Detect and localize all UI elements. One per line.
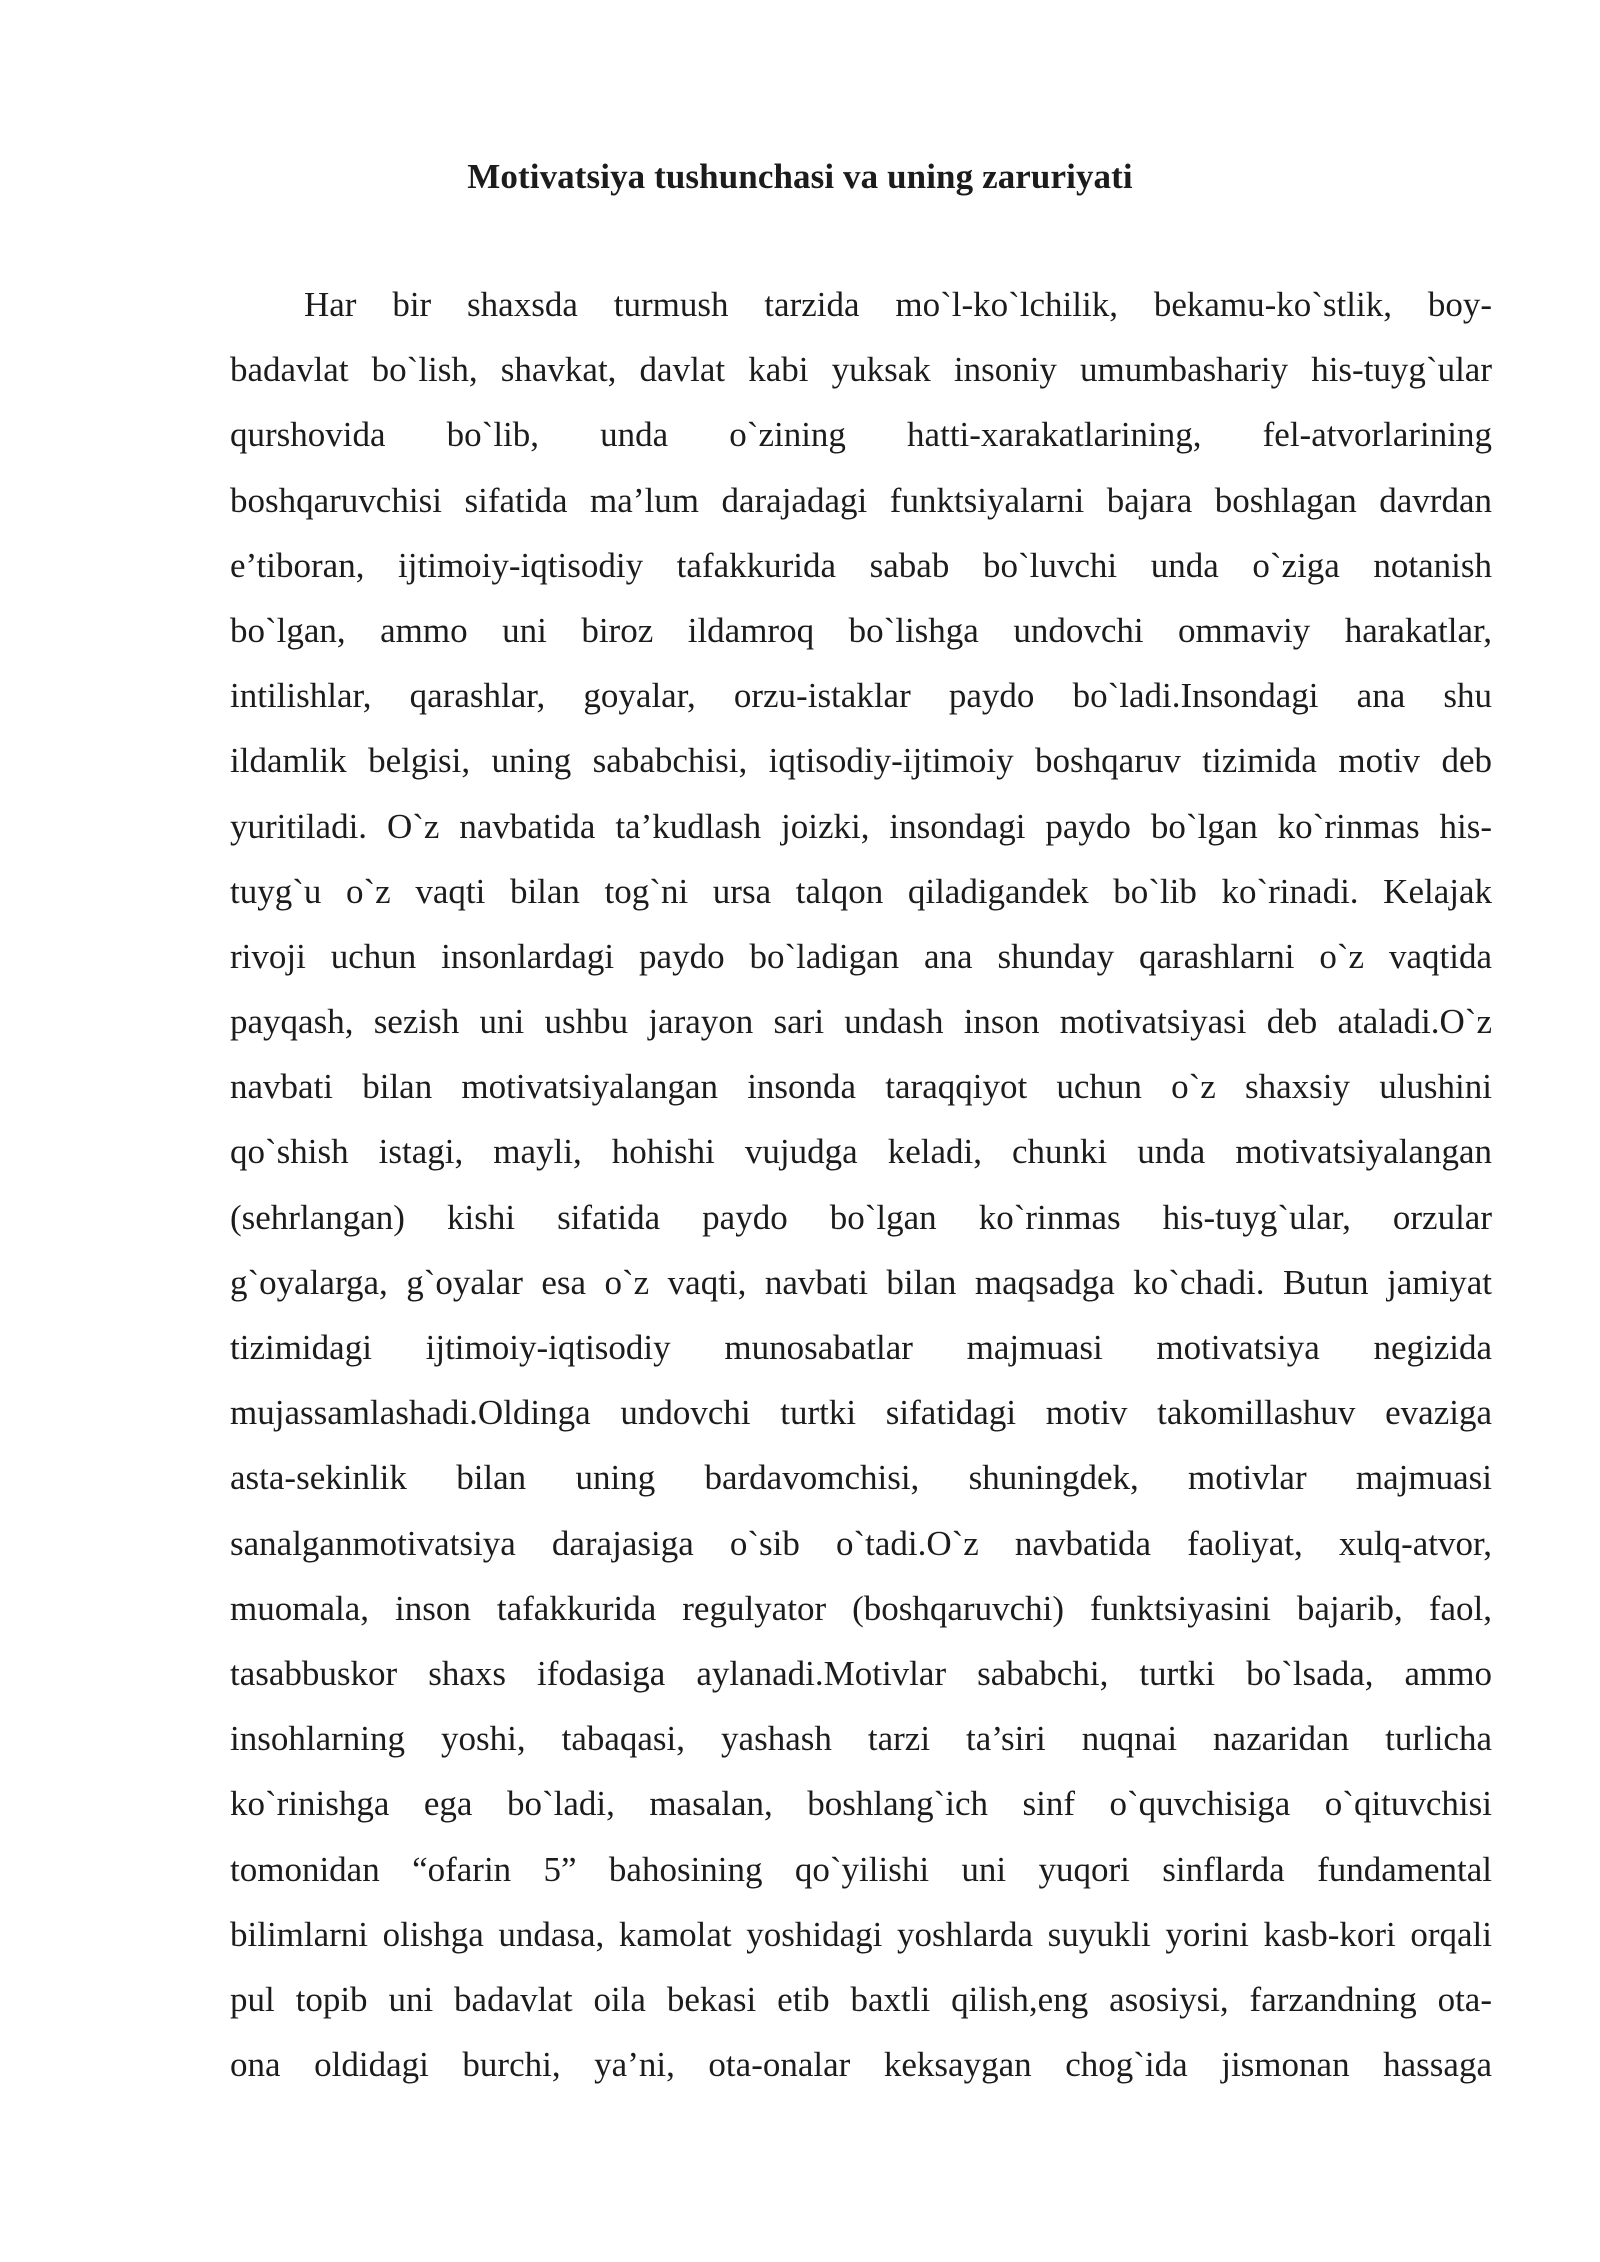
paragraph-line: sanalganmotivatsiya darajasiga o`sib o`tadi.O`z navbatida faoliyat, xulq-atvor, — [230, 1523, 1492, 1563]
paragraph-line: e’tiboran, ijtimoiy-iqtisodiy tafakkurida sabab bo`luvchi unda o`ziga notanish — [230, 545, 1492, 585]
paragraph-line: yuritiladi. O`z navbatida ta’kudlash joizki, insondagi paydo bo`lgan ko`rinmas his- — [230, 806, 1492, 846]
paragraph-line: ildamlik belgisi, uning sababchisi, iqtisodiy-ijtimoiy boshqaruv tizimida motiv deb — [230, 741, 1492, 781]
paragraph-line: navbati bilan motivatsiyalangan insonda taraqqiyot uchun o`z shaxsiy ulushini — [230, 1067, 1492, 1107]
paragraph-line: rivoji uchun insonlardagi paydo bo`ladigan ana shunday qarashlarni o`z vaqtida — [230, 936, 1492, 976]
document-body — [230, 282, 1492, 2107]
paragraph-line: asta-sekinlik bilan uning bardavomchisi, shuningdek, motivlar majmuasi — [230, 1458, 1492, 1498]
paragraph-line: tizimidagi ijtimoiy-iqtisodiy munosabatlar majmuasi motivatsiya negizida — [230, 1328, 1492, 1367]
paragraph-line: intilishlar, qarashlar, goyalar, orzu-istaklar paydo bo`ladi.Insondagi ana shu — [230, 676, 1492, 716]
paragraph-line: bilimlarni olishga undasa, kamolat yoshidagi yoshlarda suyukli yorini kasb-kori orqali — [230, 1914, 1492, 1954]
paragraph-line: qo`shish istagi, mayli, hohishi vujudga keladi, chunki unda motivatsiyalangan — [230, 1132, 1492, 1172]
paragraph-line: ona oldidagi burchi, ya’ni, ota-onalar keksaygan chog`ida jismonan hassaga — [230, 2045, 1492, 2085]
paragraph-line: pul topib uni badavlat oila bekasi etib baxtli qilish,eng asosiysi, farzandning ota- — [230, 1979, 1492, 2019]
paragraph-line: badavlat bo`lish, shavkat, davlat kabi yuksak insoniy umumbashariy his-tuyg`ular — [230, 350, 1492, 390]
paragraph-line: (sehrlangan) kishi sifatida paydo bo`lgan ko`rinmas his-tuyg`ular, orzular — [230, 1197, 1492, 1237]
paragraph-line: bo`lgan, ammo uni biroz ildamroq bo`lishga undovchi ommaviy harakatlar, — [230, 610, 1492, 650]
paragraph-line: tomonidan “ofarin 5” bahosining qo`yilishi uni yuqori sinflarda fundamental — [230, 1849, 1492, 1889]
paragraph-line: g`oyalarga, g`oyalar esa o`z vaqti, navbati bilan maqsadga ko`chadi. Butun jamiyat — [230, 1262, 1492, 1302]
paragraph-line: mujassamlashadi.Oldinga undovchi turtki sifatidagi motiv takomillashuv evaziga — [230, 1393, 1492, 1433]
document-title: Motivatsiya tushunchasi va uning zaruriyati — [467, 157, 1133, 196]
paragraph-line: boshqaruvchisi sifatida ma’lum darajadagi funktsiyalarni bajara boshlagan davrdan — [230, 480, 1492, 520]
paragraph-line: tasabbuskor shaxs ifodasiga aylanadi.Motivlar sababchi, turtki bo`lsada, ammo — [230, 1653, 1492, 1693]
paragraph-line: insohlarning yoshi, tabaqasi, yashash tarzi ta’siri nuqnai nazaridan turlicha — [230, 1719, 1492, 1759]
paragraph-line: muomala, inson tafakkurida regulyator (boshqaruvchi) funktsiyasini bajarib, faol, — [230, 1588, 1492, 1628]
paragraph-line: Har bir shaxsda turmush tarzida mo`l-ko`lchilik, bekamu-ko`stlik, boy- — [304, 285, 1492, 324]
paragraph-line: qurshovida bo`lib, unda o`zining hatti-xarakatlarining, fel-atvorlarining — [230, 415, 1492, 455]
paragraph-line: tuyg`u o`z vaqti bilan tog`ni ursa talqon qiladigandek bo`lib ko`rinadi. Kelajak — [230, 871, 1492, 911]
paragraph-line: ko`rinishga ega bo`ladi, masalan, boshlang`ich sinf o`quvchisiga o`qituvchisi — [230, 1784, 1492, 1824]
paragraph-line: payqash, sezish uni ushbu jarayon sari undash inson motivatsiyasi deb ataladi.O`z — [230, 1002, 1492, 1042]
